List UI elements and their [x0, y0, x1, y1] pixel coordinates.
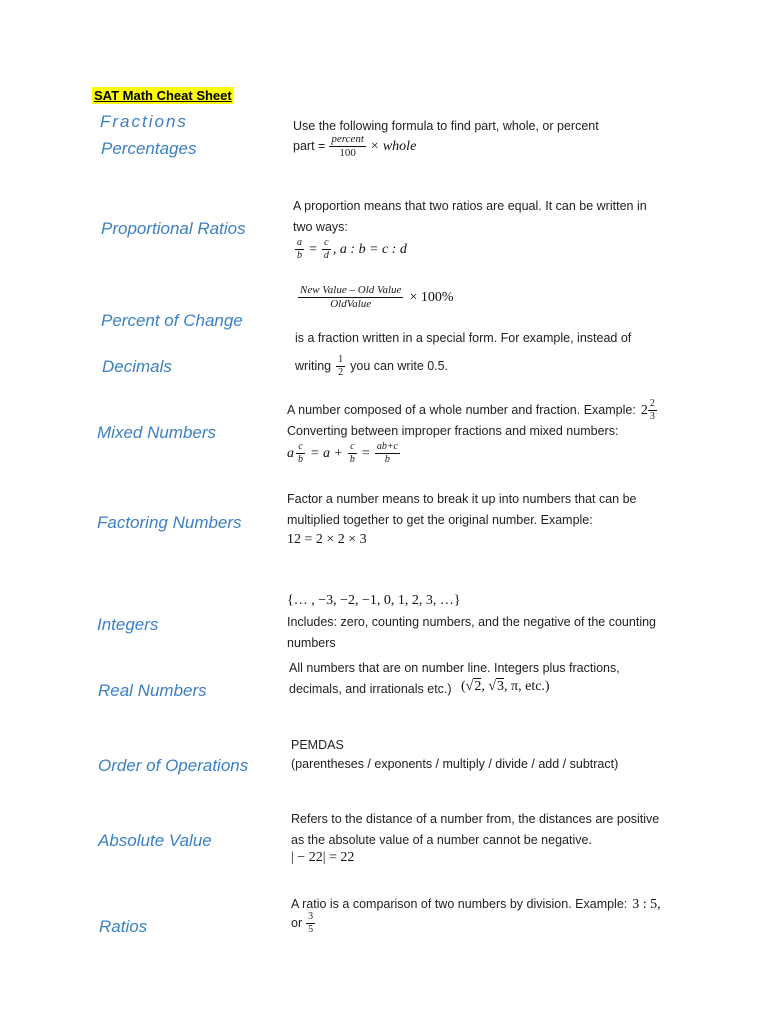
ratios-or-word: or [291, 916, 303, 930]
mixed-f3-fraction [375, 442, 400, 465]
real-sqrt2: 2 [474, 679, 482, 694]
mixed-f1-fraction [296, 442, 305, 465]
decimals-text [295, 331, 632, 350]
mixed-text2: Converting between improper fractions and mixed numbers: [287, 424, 619, 438]
real-sqrt3: 3 [497, 679, 505, 694]
heading-integers: Integers [97, 615, 159, 634]
real-text: All numbers that are on number line. Integers plus fractions, decimals, and irrationals etc.) [289, 661, 620, 696]
ratios-example: 3 : 5, [632, 897, 661, 912]
mixed-f2-num: c [350, 441, 355, 452]
mixed-example-den: 3 [649, 411, 655, 422]
heading-percentages: Percentages [101, 139, 197, 158]
mixed-formula [287, 442, 402, 465]
mixed-f2-den: b [349, 454, 355, 465]
order-text2: (parentheses / exponents / multiply / divide / add / subtract) [291, 757, 619, 771]
decimals-text2: you can write 0.5. [350, 359, 449, 373]
ratios-text-line: A ratio is a comparison of two numbers by division. Example: [291, 897, 628, 911]
decimals-example [295, 355, 448, 378]
heading-decimals: Decimals [102, 357, 172, 376]
ratios-text [291, 894, 661, 915]
absolute-formula: | − 22| = 22 [291, 850, 355, 865]
percentages-formula-prefix: part = [293, 139, 326, 153]
mixed-example-whole: 2 [640, 403, 648, 418]
percent-change-fraction [298, 285, 403, 310]
proportional-text: A proportion means that two ratios are equal. It can be written in two ways: [293, 199, 647, 234]
real-math-rest: , π, etc.) [504, 679, 550, 694]
mixed-example-num: 2 [649, 398, 655, 409]
heading-percent-change: Percent of Change [101, 311, 243, 330]
mixed-f1-whole: a [287, 445, 294, 461]
heading-proportional-ratios: Proportional Ratios [101, 219, 246, 238]
ratios-frac-num: 3 [308, 911, 314, 922]
percent-change-num: New Value – Old Value [300, 284, 402, 296]
proportional-c: c [324, 237, 329, 248]
decimals-frac-num: 1 [338, 354, 344, 365]
absolute-text: Refers to the distance of a number from, the distances are positive as the absolute value of a number cannot be negative. [291, 812, 660, 847]
cutoff-heading: Fractions [100, 112, 188, 131]
heading-absolute-value: Absolute Value [98, 831, 212, 850]
document-title: SAT Math Cheat Sheet [94, 88, 232, 103]
mixed-f1-den: b [298, 454, 303, 465]
decimals-writing: writing [295, 359, 332, 373]
heading-order-of-operations: Order of Operations [98, 756, 249, 775]
decimals-fraction [336, 355, 345, 378]
proportional-formula-rest: , a : b = c : d [332, 241, 407, 257]
proportional-a: a [297, 237, 302, 248]
percentages-formula-suffix: × whole [369, 139, 417, 154]
percentages-frac-den: 100 [339, 147, 356, 159]
mixed-f-mid: = a + [310, 445, 343, 461]
percent-change-suffix: × 100% [409, 289, 454, 305]
proportional-eq: = [309, 241, 317, 257]
ratios-fraction [306, 912, 315, 935]
heading-mixed-numbers: Mixed Numbers [97, 423, 217, 442]
order-text1: PEMDAS [291, 738, 344, 752]
factoring-text: Factor a number means to break it up into numbers that can be multiplied together to get the original number. Example: [287, 492, 637, 527]
mixed-example-fraction [648, 399, 657, 422]
mixed-text-line: A number composed of a whole number and fraction. Example: [287, 403, 636, 417]
heading-real-numbers: Real Numbers [98, 681, 207, 700]
real-math: (√2, √3, π, etc.) [461, 679, 550, 694]
mixed-f3-den: b [384, 454, 390, 465]
integers-text: Includes: zero, counting numbers, and the negative of the counting numbers [287, 615, 656, 650]
proportional-d: d [323, 250, 329, 261]
mixed-f3-num: ab+c [376, 441, 398, 452]
proportional-formula [293, 238, 407, 261]
mixed-text [287, 399, 659, 422]
real-math-open: ( [461, 679, 466, 694]
proportional-frac-ab [295, 238, 304, 261]
percentages-frac-num: percent [331, 133, 364, 145]
decimals-text-line: is a fraction written in a special form. For example, instead of [295, 331, 632, 345]
ratios-frac-den: 5 [308, 924, 314, 935]
heading-ratios: Ratios [99, 917, 148, 936]
proportional-b: b [297, 250, 302, 261]
percent-change-formula [296, 285, 454, 310]
percent-change-den: OldValue [330, 298, 372, 310]
mixed-f2-fraction [348, 442, 357, 465]
factoring-formula: 12 = 2 × 2 × 3 [287, 532, 367, 547]
heading-factoring-numbers: Factoring Numbers [97, 513, 242, 532]
percentages-text: Use the following formula to find part, whole, or percent [293, 119, 599, 133]
percentages-fraction [329, 134, 366, 159]
mixed-f-eq: = [361, 445, 370, 461]
decimals-frac-den: 2 [338, 367, 344, 378]
proportional-frac-cd [322, 238, 331, 261]
ratios-or [291, 912, 317, 935]
mixed-f1-num: c [298, 441, 303, 452]
integers-formula: {… , −3, −2, −1, 0, 1, 2, 3, …} [287, 593, 461, 608]
percentages-formula [293, 134, 416, 159]
